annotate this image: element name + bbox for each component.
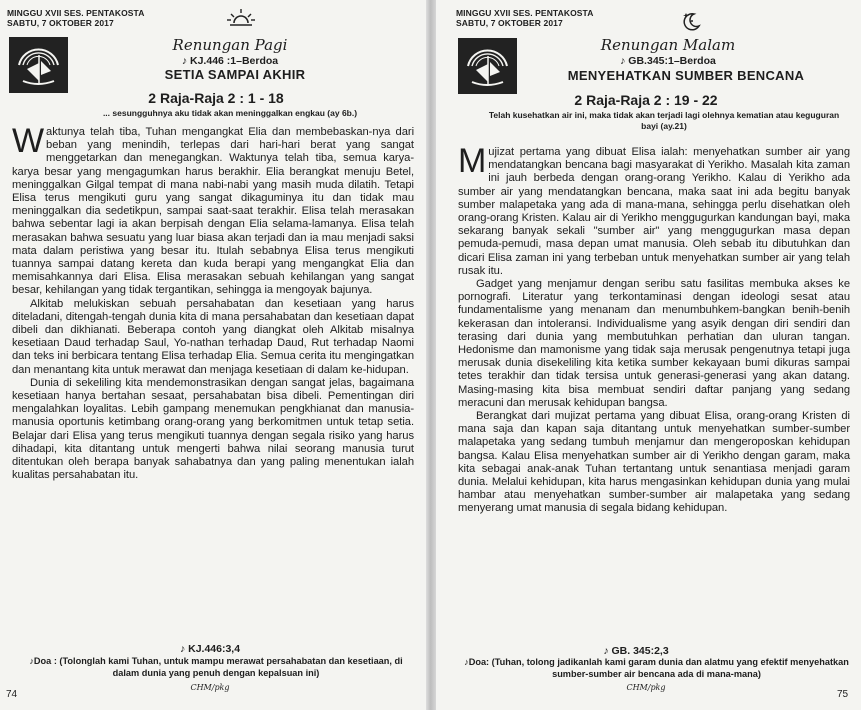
left-signature: CHM/pkg <box>190 683 230 692</box>
right-paragraph-1 <box>458 142 850 278</box>
left-series-title: Renungan Pagi <box>172 36 288 54</box>
left-title: SETIA SAMPAI AKHIR <box>164 67 306 82</box>
left-header <box>7 8 144 28</box>
left-dropcap: W <box>12 122 45 160</box>
right-verse-quote: Telah kusehatkan air ini, maka tidak akan terjadi lagi olehnya kematian atau keguguran bayi (ay.21) <box>488 110 840 131</box>
left-header-line1: MINGGU XVII SES. PENTAKOSTA <box>7 8 145 18</box>
church-logo <box>458 38 517 94</box>
left-header-line2: SABTU, 7 OKTOBER 2017 <box>7 18 114 28</box>
right-page-number: 75 <box>837 689 849 700</box>
left-paragraph-3: Dunia di sekeliling kita mendemonstrasikan dengan sangat jelas, bagaimana kesetiaan hanya bertahan sesaat, persahabatan bisa dibeli. Pementingan diri mengalahkan loyalitas. Lebih gampang menemukan pengkhianat dan manusia-manusia oportunis ketimbang orang-orang yang berkomitmen untuk tetap setia. Belajar dari Elisa yang terus mengikuti tuannya dengan segala risiko yang harus dihadapi, kita ditantang untuk mengerti bahwa nilai seorang manusia turut ditentukan oleh berapa banyak sahabatnya dan yang paling menentukan ialah kualitas persahabatan itu. <box>12 376 414 482</box>
left-scripture: 2 Raja-Raja 2 : 1 - 18 <box>148 90 284 106</box>
left-page-number: 74 <box>6 689 18 700</box>
right-paragraph-3: Berangkat dari mujizat pertama yang dibuat Elisa, orang-orang Kristen di mana saja dan kapan saja ditantang untuk menyehatkan sumber-sumber malapetaka yang sedang tumbuh menjamur dan mengeroposkan kehidupan bangsa. Kalau Elisa menyehatkan sumber air di Yerikho dengan garam, maka kita sebagai anak-anak Tuhan tertantang untuk senantiasa menjadi garam dunia. Melalui kehidupan, kita harus mengasinkan kehidupan dunia yang mulai hambar atau menyehatkan sumber-sumber air malapetaka yang sedang menyerang umat manusia di segala bidang kehidupan. <box>458 410 850 515</box>
right-closing-song: ♪ GB. 345:2,3 <box>603 645 669 657</box>
right-body <box>458 142 850 516</box>
right-prayer: ♪Doa: (Tuhan, tolong jadikanlah kami garam dunia dan alatmu yang efektif menyehatkan sumber-sumber air bencana ada di mana-mana) <box>464 657 849 679</box>
left-page <box>0 0 426 710</box>
right-signature: CHM/pkg <box>626 683 666 692</box>
book-gutter <box>426 0 436 710</box>
left-closing-song: ♪ KJ.446:3,4 <box>179 643 241 655</box>
right-dropcap: M <box>458 142 487 180</box>
church-logo <box>9 37 68 93</box>
right-paragraph-2: Gadget yang menjamur dengan seribu satu fasilitas membuka akses ke pornografi. Literatur yang terkontaminasi dengan ideologi sesat atau fundamentalisme yang menanam dan menumbuhkem-bangkan benih-benih kekerasan dan intoleransi. Individualisme yang asyik dengan diri sendiri dan terasing dari dunia yang membutuhkan perhatian dan uluran tangan. Hedonisme dan mamonisme yang tidak saja merusak pengenutnya tetapi juga merusak dunia disekeliling kita ketika sumber kekayaan bumi dikuras sampai tetes terakhir dan tidak tersisa untuk generasi-generasi yang akan datang. Masing-masing kita bisa membuat sendiri daftar panjang yang sedang meracuni dan merusak kehidupan bangsa. <box>458 278 850 409</box>
left-paragraph-1 <box>12 122 414 298</box>
right-header-line1: MINGGU XVII SES. PENTAKOSTA <box>456 8 594 18</box>
left-song-ref: ♪ KJ.446 :1–Berdoa <box>181 55 279 67</box>
right-scripture: 2 Raja-Raja 2 : 19 - 22 <box>574 92 718 108</box>
right-song-ref: ♪ GB.345:1–Berdoa <box>620 55 716 67</box>
moon-stars-icon <box>680 10 702 37</box>
right-header <box>456 8 593 28</box>
left-body <box>12 122 414 482</box>
right-title: MENYEHATKAN SUMBER BENCANA <box>567 68 805 83</box>
sunrise-icon <box>226 8 256 33</box>
left-paragraph-2: Alkitab melukiskan sebuah persahabatan dan kesetiaan yang harus diteladani, ditengah-tengah dunia kita di mana persahabatan dan kesetiaan dapat dibeli dan dikhianati. Beberapa contoh yang diangkat oleh Alkitab misalnya kesetiaan Daud terhadap Saul, Yo-nathan terhadap Daud, Rut terhadap Naomi dan teks ini berbicara tentang Elisa terhadap Elia. Semua cerita itu mengingatkan dan menantang kita untuk merawat dan menjaga kesetiaan di dalam ke-hidupan. <box>12 297 414 376</box>
right-series-title: Renungan Malam <box>600 36 736 54</box>
left-paragraph-1-text: aktunya telah tiba, Tuhan mengangkat Elia dan membebaskan-nya dari beban yang menindih, terlepas dari hari-hari berat yang sangat menggetarkan dan menegangkan. Waktunya telah tiba, semua karya-karya besar yang mengagumkan harus berakhir. Elia berangkat menuju Betel, meninggalkan Gilgal tempat di mana nabi-nabi yang masih muda dilatih. Tetapi Elisa terus mengikuti guru yang sangat dikaguminya itu dan tidak mau meninggalkan dia sedetikpun, sampai saat-saat terakhir. Elisa telah merasakan bahwa sebentar lagi ia akan berpisah dengan Elia selama-lamanya. Elisa telah merasakan bahwa sesuatu yang luar biasa akan terjadi dan ia mau menjadi saksi mata dalam peristiwa yang besar itu. Itulah sebabnya Elisa terus mengikuti tuannya sampai datang kereta dan kuda berapi yang mengangkat Elia dan memisahkannya dari Elisa. Elisa merasakan sebuah kehilangan yang sangat besar, kehilangan yang tidak tergantikan, sehingga ia mengoyak bajunya. <box>12 126 414 297</box>
left-prayer: ♪Doa : (Tolonglah kami Tuhan, untuk mampu merawat persahabatan dan kesetiaan, di dalam dunia yang penuh dengan kepalsuan ini) <box>29 656 403 678</box>
left-verse-quote: ... sesungguhnya aku tidak akan meninggalkan engkau (ay 6b.) <box>102 108 358 118</box>
right-paragraph-1-text: ujizat pertama yang dibuat Elisa ialah: menyehatkan sumber air yang mendatangkan bencana bagi masyarakat di Yerikho. Masalah kita zaman ini jauh berbeda dengan orang-orang Yerikho. Kalau di Yerikho ada sumber air yang mendatangkan bencana, maka saat ini ada begitu banyak sumber malapetaka yang ada di mana-mana, sehingga perlu disehatkan oleh orang-orang Kristen. Kalau air di Yerikho menggugurkan kandungan bayi, maka sekarang banyak sekali "sumber air" yang menggugurkan masa depan pemuda-pemudi, masa depan umat manusia. Oleh sebab itu dibutuhkan dan dicari Elisa zaman ini yang terbeban untuk menyehatkan sumber air yang telah rusak itu. <box>458 146 850 277</box>
right-page <box>436 0 861 710</box>
right-header-line2: SABTU, 7 OKTOBER 2017 <box>456 18 563 28</box>
